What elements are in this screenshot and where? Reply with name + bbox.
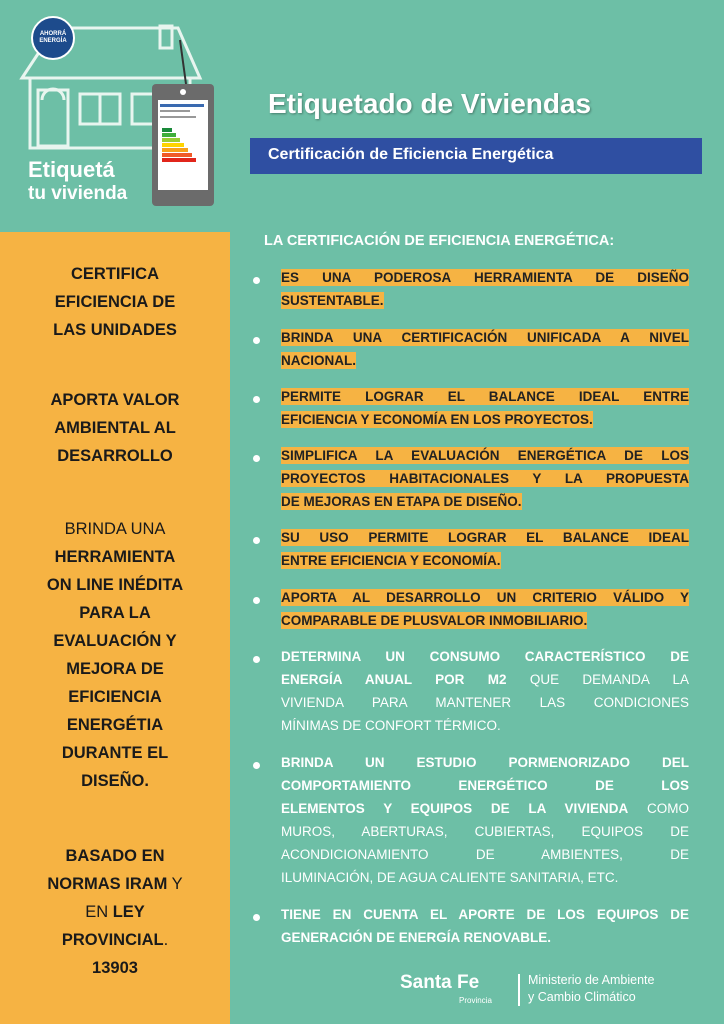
bullet-dot <box>253 396 260 403</box>
bullet-dot <box>253 762 260 769</box>
bullet-dot <box>253 656 260 663</box>
left-point-brinda: BRINDA UNA HERRAMIENTA ON LINE INÉDITA PARA LA EVALUACIÓN Y MEJORA DE EFICIENCIA ENERGÉTIA DURANTE EL DISEÑO. <box>46 520 184 790</box>
ministry-name: Ministerio de Ambiente y Cambio Climático <box>528 973 655 1004</box>
bullet-2: BRINDA UNA CERTIFICACIÓN UNIFICADA A NIVEL NACIONAL. <box>281 330 689 368</box>
intro-heading: LA CERTIFICACIÓN DE EFICIENCIA ENERGÉTICA: <box>264 233 615 249</box>
page-title: Etiquetado de Viviendas <box>268 88 592 119</box>
bullet-3: PERMITE LOGRAR EL BALANCE IDEAL ENTRE EFICIENCIA Y ECONOMÍA EN LOS PROYECTOS. <box>281 389 689 427</box>
bullet-dot <box>253 337 260 344</box>
logo-line-2: tu vivienda <box>28 183 128 204</box>
bullet-dot <box>253 597 260 604</box>
bullet-5: SU USO PERMITE LOGRAR EL BALANCE IDEAL ENTRE EFICIENCIA Y ECONOMÍA. <box>281 530 689 568</box>
bullet-1: ES UNA PODEROSA HERRAMIENTA DE DISEÑO SUSTENTABLE. <box>281 270 689 308</box>
bullet-9: TIENE EN CUENTA EL APORTE DE LOS EQUIPOS DE GENERACIÓN DE ENERGÍA RENOVABLE. <box>281 907 689 945</box>
left-point-certifica: CERTIFICA EFICIENCIA DE LAS UNIDADES <box>53 265 177 339</box>
santa-fe-province: Provincia <box>459 996 492 1005</box>
logo-line-1: Etiquetá <box>28 157 115 182</box>
bullet-dot <box>253 277 260 284</box>
ahorra-energia-badge: AHORRÁ ENERGÍA <box>31 16 75 60</box>
left-point-basado: BASADO EN NORMAS IRAM Y EN LEY PROVINCIAL. 13903 <box>47 847 183 977</box>
bullet-4: SIMPLIFICA LA EVALUACIÓN ENERGÉTICA DE LOS PROYECTOS HABITACIONALES Y LA PROPUESTA DE MEJORAS EN ETAPA DE DISEÑO. <box>281 448 689 509</box>
bullet-6: APORTA AL DESARROLLO UN CRITERIO VÁLIDO Y COMPARABLE DE PLUSVALOR INMOBILIARIO. <box>281 590 689 628</box>
bullet-8: BRINDA UN ESTUDIO PORMENORIZADO DEL COMPORTAMIENTO ENERGÉTICO DE LOS ELEMENTOS Y EQUIPOS DE LA VIVIENDA COMO MUROS, ABERTURAS, CUBIERTAS, EQUIPOS DE ACONDICIONAMIENTO DE AMBIENTES, DE ILUMINACIÓN, DE AGUA CALIENTE SANITARIA, ETC. <box>281 755 690 885</box>
left-point-aporta: APORTA VALOR AMBIENTAL AL DESARROLLO <box>50 391 180 465</box>
logo-text <box>28 158 127 206</box>
bullet-dot <box>253 455 260 462</box>
bullet-dot <box>253 914 260 921</box>
footer-divider <box>518 974 520 1006</box>
santa-fe-logo: Santa Fe <box>400 972 480 993</box>
bullet-7: DETERMINA UN CONSUMO CARACTERÍSTICO DE ENERGÍA ANUAL POR M2 QUE DEMANDA LA VIVIENDA PARA MANTENER LAS CONDICIONES MÍNIMAS DE CONFORT TÉRMICO. <box>281 649 689 733</box>
bullet-dot <box>253 537 260 544</box>
page-subtitle: Certificación de Eficiencia Energética <box>268 146 554 163</box>
